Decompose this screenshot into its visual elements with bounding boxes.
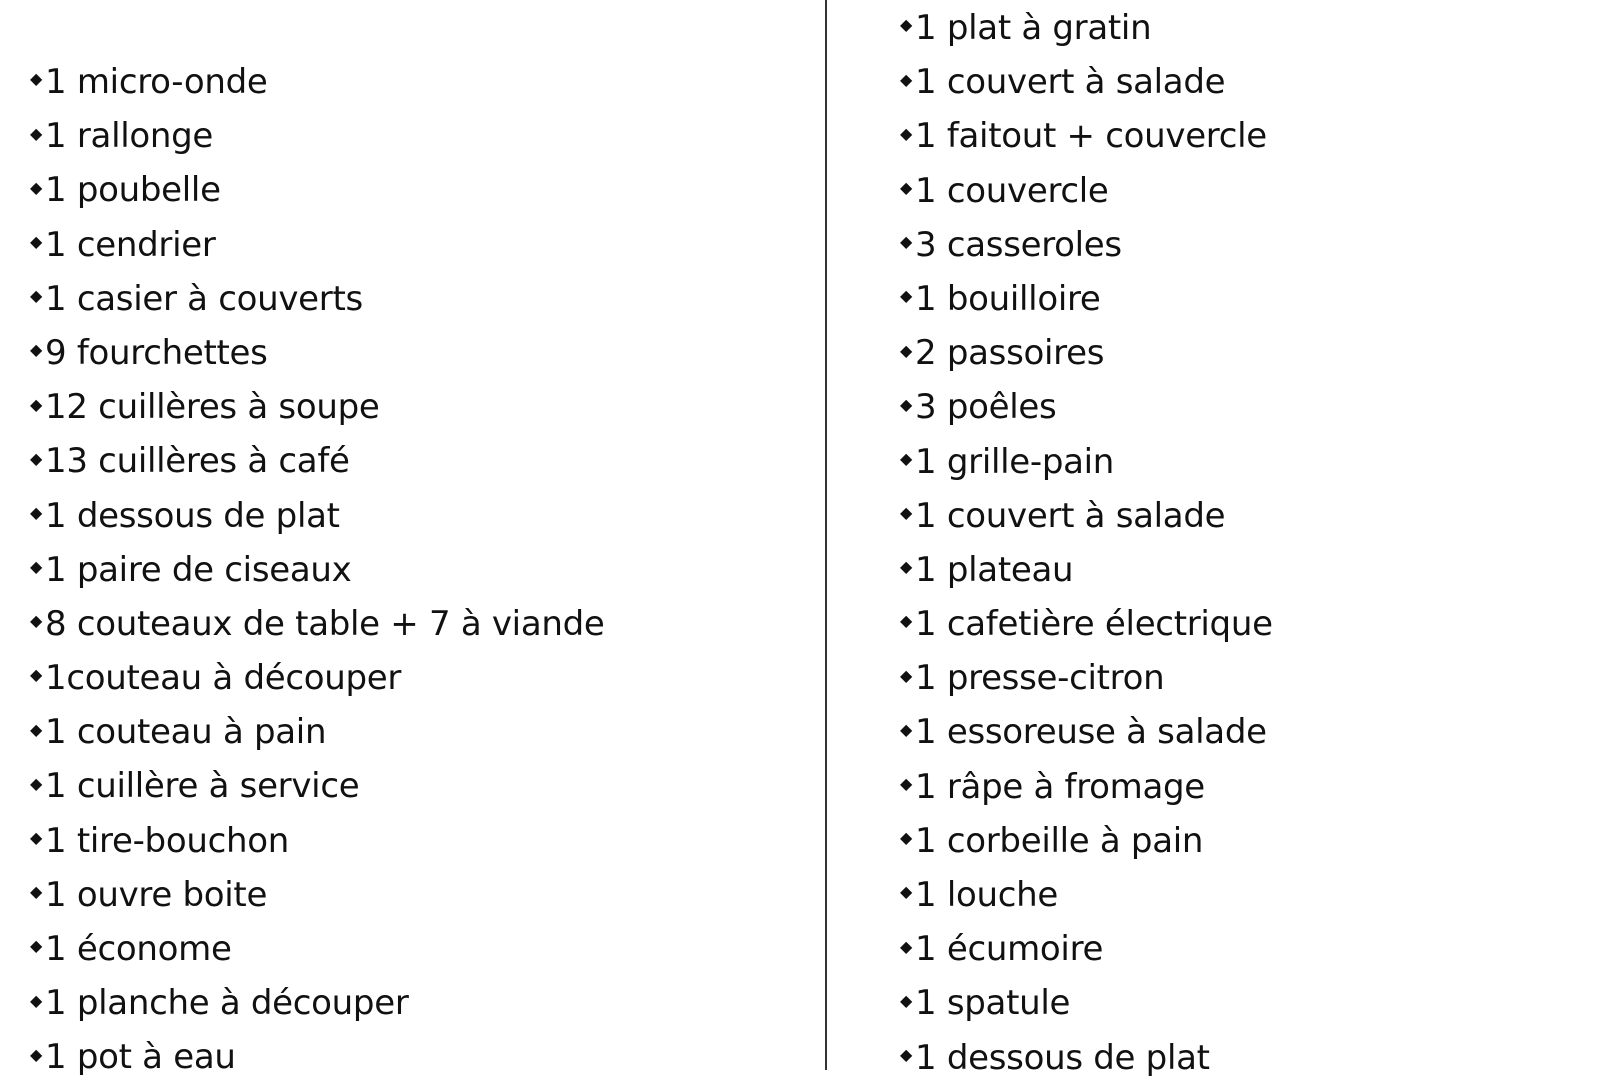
list-item-text: 1 plat à gratin [915,8,1152,48]
bullet-icon: ◆ [30,448,43,468]
bullet-icon: ◆ [30,611,43,631]
list-item-text: 1 écumoire [915,929,1104,970]
list-item-text: 1 couvert à salade [915,62,1226,103]
list-item [900,109,1273,163]
list-item [30,543,605,597]
bullet-icon: ◆ [30,1044,43,1064]
list-item [30,868,605,922]
bullet-icon: ◆ [900,69,913,89]
bullet-icon: ◆ [900,503,913,523]
inventory-list-left [30,55,605,1085]
list-item [900,489,1273,543]
list-item-text: 1 planche à découper [45,983,409,1024]
list-item [30,1030,605,1084]
list-item [900,705,1273,759]
list-item [900,1,1273,55]
bullet-icon: ◆ [900,177,913,197]
bullet-icon: ◆ [30,231,43,251]
list-item-text: 3 poêles [915,387,1057,428]
list-item-text: 1 pot à eau [45,1037,236,1078]
bullet-icon: ◆ [30,773,43,793]
bullet-icon: ◆ [30,286,43,306]
list-item [30,814,605,868]
list-item [30,434,605,488]
list-item-text: 1 paire de ciseaux [45,549,352,590]
list-item [900,326,1273,380]
list-item [900,164,1273,218]
list-item-text: 1 corbeille à pain [915,820,1204,861]
bullet-icon: ◆ [30,394,43,414]
bullet-icon: ◆ [30,177,43,197]
bullet-icon: ◆ [30,123,43,143]
list-item [900,1031,1273,1085]
bullet-icon: ◆ [900,123,913,143]
list-item [900,435,1273,489]
list-item-text: 12 cuillères à soupe [45,387,380,428]
list-item-text: 1 cafetière électrique [915,604,1273,645]
list-item [30,759,605,813]
list-item-text: 1 plateau [915,549,1074,590]
list-item-text: 1 micro-onde [45,62,268,102]
list-item-text: 1 casier à couverts [45,278,363,319]
list-item-text: 1 râpe à fromage [915,766,1205,807]
list-item-text: 9 fourchettes [45,332,268,373]
list-item-text: 1 couteau à pain [45,712,327,753]
bullet-icon: ◆ [30,719,43,739]
list-item [900,597,1273,651]
list-item [30,705,605,759]
bullet-icon: ◆ [30,936,43,956]
list-item [900,922,1273,976]
list-item [900,218,1273,272]
list-item-text: 1 bouilloire [915,278,1101,319]
list-item [30,489,605,543]
list-item-text: 1 faitout + couvercle [915,116,1267,157]
bullet-icon: ◆ [30,340,43,360]
bullet-icon: ◆ [30,502,43,522]
list-item-text: 1 cuillère à service [45,766,360,807]
bullet-icon: ◆ [900,394,913,414]
list-item [900,543,1273,597]
list-item-text: 1 essoreuse à salade [915,712,1267,753]
list-item [900,651,1273,705]
list-item [30,163,605,217]
list-item [900,868,1273,922]
list-item [30,109,605,163]
bullet-icon: ◆ [900,15,913,35]
list-item-text: 1 tire-bouchon [45,820,289,861]
bullet-icon: ◆ [900,990,913,1010]
list-item [30,651,605,705]
list-item [900,760,1273,814]
column-divider [825,0,827,1070]
list-item [30,326,605,380]
list-item [30,218,605,272]
list-item-text: 1 poubelle [45,170,221,211]
list-item [900,380,1273,434]
inventory-list-right [900,1,1273,1085]
bullet-icon: ◆ [900,557,913,577]
list-item-text: 1 spatule [915,983,1071,1024]
bullet-icon: ◆ [900,665,913,685]
bullet-icon: ◆ [900,774,913,794]
bullet-icon: ◆ [900,828,913,848]
bullet-icon: ◆ [30,69,43,89]
bullet-icon: ◆ [900,448,913,468]
list-item-text: 1couteau à découper [45,658,402,699]
bullet-icon: ◆ [900,286,913,306]
list-item [30,976,605,1030]
list-item [30,922,605,976]
bullet-icon: ◆ [900,936,913,956]
bullet-icon: ◆ [900,232,913,252]
bullet-icon: ◆ [900,719,913,739]
list-item-text: 1 couvert à salade [915,495,1226,536]
list-item-text: 1 économe [45,929,232,969]
bullet-icon: ◆ [30,882,43,902]
bullet-icon: ◆ [900,611,913,631]
list-item-text: 1 dessous de plat [45,495,340,536]
list-item-text: 1 dessous de plat [915,1037,1210,1078]
list-item-text: 3 casseroles [915,224,1122,265]
list-item-text: 2 passoires [915,333,1105,374]
list-item [900,272,1273,326]
list-item [900,814,1273,868]
list-item [30,597,605,651]
bullet-icon: ◆ [30,665,43,685]
list-item [30,272,605,326]
list-item-text: 13 cuillères à café [45,441,350,482]
bullet-icon: ◆ [900,1044,913,1064]
list-item-text: 8 couteaux de table + 7 à viande [45,603,605,644]
bullet-icon: ◆ [30,990,43,1010]
list-item [30,55,605,109]
bullet-icon: ◆ [30,557,43,577]
list-item-text: 1 louche [915,875,1059,915]
list-item-text: 1 grille-pain [915,441,1115,482]
bullet-icon: ◆ [900,882,913,902]
bullet-icon: ◆ [900,340,913,360]
bullet-icon: ◆ [30,828,43,848]
list-item-text: 1 ouvre boite [45,874,268,915]
list-item-text: 1 couvercle [915,170,1109,211]
list-item [900,55,1273,109]
list-item [900,976,1273,1030]
list-item-text: 1 presse-citron [915,658,1165,699]
list-item-text: 1 rallonge [45,116,214,157]
list-item-text: 1 cendrier [45,224,216,265]
list-item [30,380,605,434]
